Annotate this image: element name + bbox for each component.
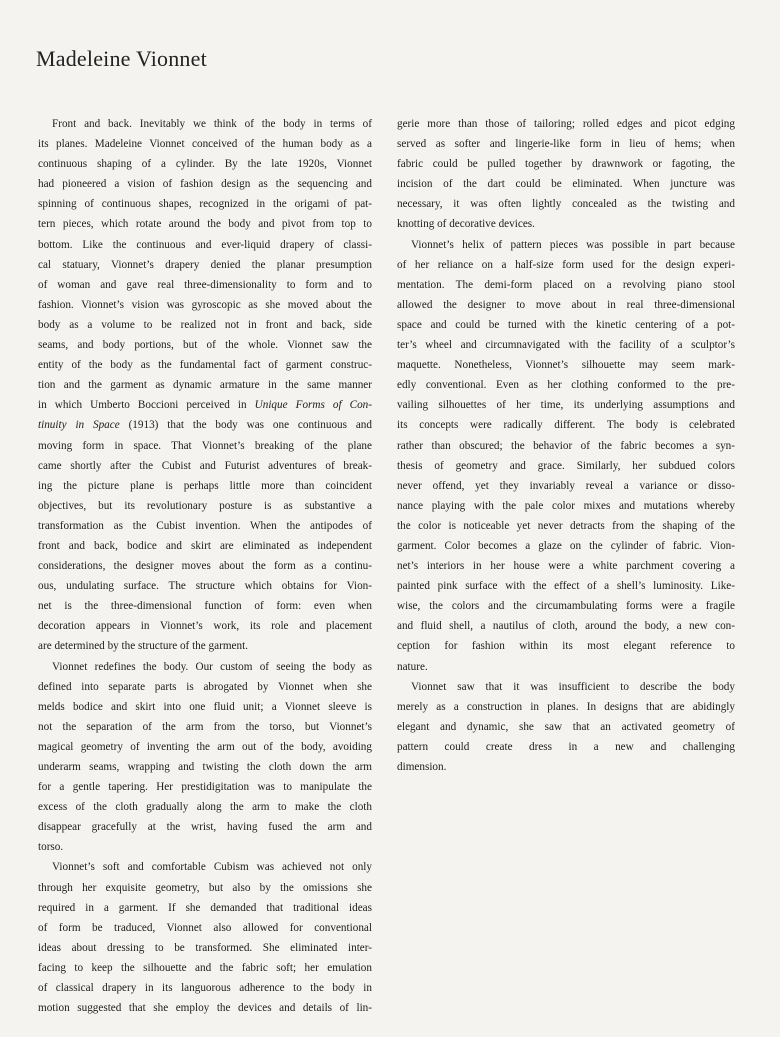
text-line: continuous shaping of a cylinder. By the late 1920s, Vionnet [38, 158, 372, 171]
text-line: and fluid shell, a nautilus of cloth, around the body, a new con- [397, 620, 735, 633]
text-line: of woman and gave real three-dimensionality to form and to [38, 278, 372, 291]
text-line: decoration appears in Vionnet’s work, its role and placement [38, 620, 372, 633]
text-line: knotting of decorative devices. [397, 218, 535, 231]
text-line: came shortly after the Cubist and Futurist adventures of break- [38, 459, 372, 472]
text-line: excess of the cloth gradually along the arm to make the cloth [38, 801, 372, 814]
text-line: garment. Color becomes a glaze on the cylinder of fabric. Vion- [397, 539, 735, 552]
text-line: body as a volume to be realized not in front and back, side [38, 318, 372, 331]
text-line: bottom. Like the continuous and ever-liquid drapery of classi- [38, 238, 372, 251]
text-line: motion suggested that she employ the devices and details of lin- [38, 1002, 372, 1015]
text-line: painted pink surface with the effect of a shell’s luminosity. Like- [397, 580, 735, 593]
text-line: its planes. Madeleine Vionnet conceived of the human body as a [38, 138, 372, 151]
text-line: nance playing with the pale color mixes and mutations whereby [397, 499, 735, 512]
text-line: for a gentle tapering. Her prestidigitation was to manipulate the [38, 781, 372, 794]
text-line: nature. [397, 660, 428, 673]
text-line: allowed the designer to move about in real three-dimensional [397, 298, 735, 311]
text-line: Vionnet’s helix of pattern pieces was possible in part because [411, 238, 735, 251]
text-line: front and back, bodice and skirt are eliminated as independent [38, 539, 372, 552]
text-line: space and could be turned with the kinetic centering of a pot- [397, 318, 735, 331]
text-line: thesis of geometry and grace. Similarly, her subdued colors [397, 459, 735, 472]
text-line: required in a garment. If she demanded that traditional ideas [38, 901, 372, 914]
text-line: fashion. Vionnet’s vision was gyroscopic as she moved about the [38, 298, 372, 311]
text-line: pattern could create dress in a new and challenging [397, 740, 735, 753]
text-line: tinuity in Space (1913) that the body was one continuous and [38, 419, 372, 432]
page-title: Madeleine Vionnet [36, 46, 207, 71]
text-line: entity of the body as the fundamental fact of garment construc- [38, 359, 372, 372]
text-line: served as softer and lingerie-like form in lieu of hems; when [397, 138, 735, 151]
text-line: merely as a construction in planes. In designs that are abidingly [397, 700, 735, 713]
text-line: the color is noticeable yet never detracts from the shaping of the [397, 519, 735, 532]
text-line: ous, undulating surface. The structure which obtains for Vion- [38, 580, 372, 593]
right-text-column [397, 114, 735, 777]
text-line: net is the three-dimensional function of form: even when [38, 600, 372, 613]
text-line: magical geometry of inventing the arm out of the body, avoiding [38, 740, 372, 753]
text-line: moving form in space. That Vionnet’s breaking of the plane [38, 439, 372, 452]
text-line: tern pieces, which rotate around the body and pivot from top to [38, 218, 372, 231]
text-line: necessary, it was often lightly concealed as the twisting and [397, 198, 735, 211]
text-line: incision of the dart could be eliminated. When juncture was [397, 178, 735, 191]
text-line: transformation as the Cubist invention. When the antipodes of [38, 519, 372, 532]
text-line: spinning of continuous shapes, recognized in the origami of pat- [38, 198, 372, 211]
text-line: of form be traduced, Vionnet also allowed for conventional [38, 921, 372, 934]
text-line: underarm seams, wrapping and twisting the cloth down the arm [38, 761, 372, 773]
left-text-column [38, 114, 372, 1018]
text-line: Vionnet’s soft and comfortable Cubism was achieved not only [52, 861, 372, 874]
text-line: melds bodice and skirt into one fluid unit; a Vionnet sleeve is [38, 700, 372, 713]
text-line: mentation. The demi-form placed on a revolving piano stool [397, 278, 735, 291]
text-line: tion and the garment as dynamic armature in the same manner [38, 379, 372, 392]
text-line: vailing silhouettes of her time, its underlying assumptions and [397, 399, 735, 412]
text-line: not the separation of the arm from the torso, but Vionnet’s [38, 720, 372, 733]
text-line: disappear gracefully at the wrist, having fused the arm and [38, 821, 372, 834]
text-line: facing to keep the silhouette and the fabric soft; her emulation [38, 961, 372, 974]
text-line: maquette. Nonetheless, Vionnet’s silhouette may seem mark- [397, 359, 735, 372]
text-line: Vionnet redefines the body. Our custom of seeing the body as [52, 660, 372, 673]
text-line: never offend, yet they invariably reveal a variance or disso- [397, 479, 735, 492]
text-line: its concepts were radically different. The body is celebrated [397, 419, 735, 432]
text-line: dimension. [397, 761, 447, 773]
text-line: of classical drapery in its languorous adherence to the body in [38, 982, 372, 995]
text-line: of her reliance on a half-size form used for the design experi- [397, 258, 735, 271]
text-line: in which Umberto Boccioni perceived in Unique Forms of Con- [38, 399, 372, 412]
text-line: seams, and body portions, but of the whole. Vionnet saw the [38, 339, 372, 352]
text-line: ception for fashion within its most elegant reference to [397, 640, 735, 653]
text-line: net’s interiors in her house were a white parchment covering a [397, 560, 735, 573]
text-line: torso. [38, 841, 64, 854]
text-line: ter’s wheel and circumnavigated with the facility of a sculptor’s [397, 339, 735, 352]
text-line: had pioneered a vision of fashion design as the sequencing and [38, 178, 372, 191]
text-line: gerie more than those of tailoring; rolled edges and picot edging [397, 118, 735, 130]
text-line: defined into separate parts is abrogated by Vionnet when she [38, 680, 372, 693]
text-line: cal statuary, Vionnet’s drapery denied the planar presumption [38, 258, 372, 271]
text-line: Front and back. Inevitably we think of the body in terms of [52, 118, 372, 130]
text-line: wise, the colors and the circumambulating forms were a fragile [397, 600, 735, 613]
text-line: ing the picture plane is perhaps little more than coincident [38, 479, 372, 492]
text-line: ideas about dressing to be transformed. She eliminated inter- [38, 941, 372, 954]
text-line: considerations, the designer moves about the form as a continu- [38, 560, 372, 573]
text-line: elegant and dynamic, she saw that an activated geometry of [397, 720, 735, 733]
text-line: objectives, but its revolutionary posture is as substantive a [38, 499, 372, 512]
text-line: fabric could be pulled together by drawnwork or fagoting, the [397, 158, 735, 171]
text-line: rather than obscured; the behavior of the fabric becomes a syn- [397, 439, 735, 452]
text-line: Vionnet saw that it was insufficient to describe the body [411, 680, 735, 693]
text-line: through her exquisite geometry, but also by the omissions she [38, 881, 372, 894]
text-line: are determined by the structure of the garment. [38, 640, 248, 653]
text-line: edly conventional. Even as her clothing conformed to the pre- [397, 379, 735, 392]
